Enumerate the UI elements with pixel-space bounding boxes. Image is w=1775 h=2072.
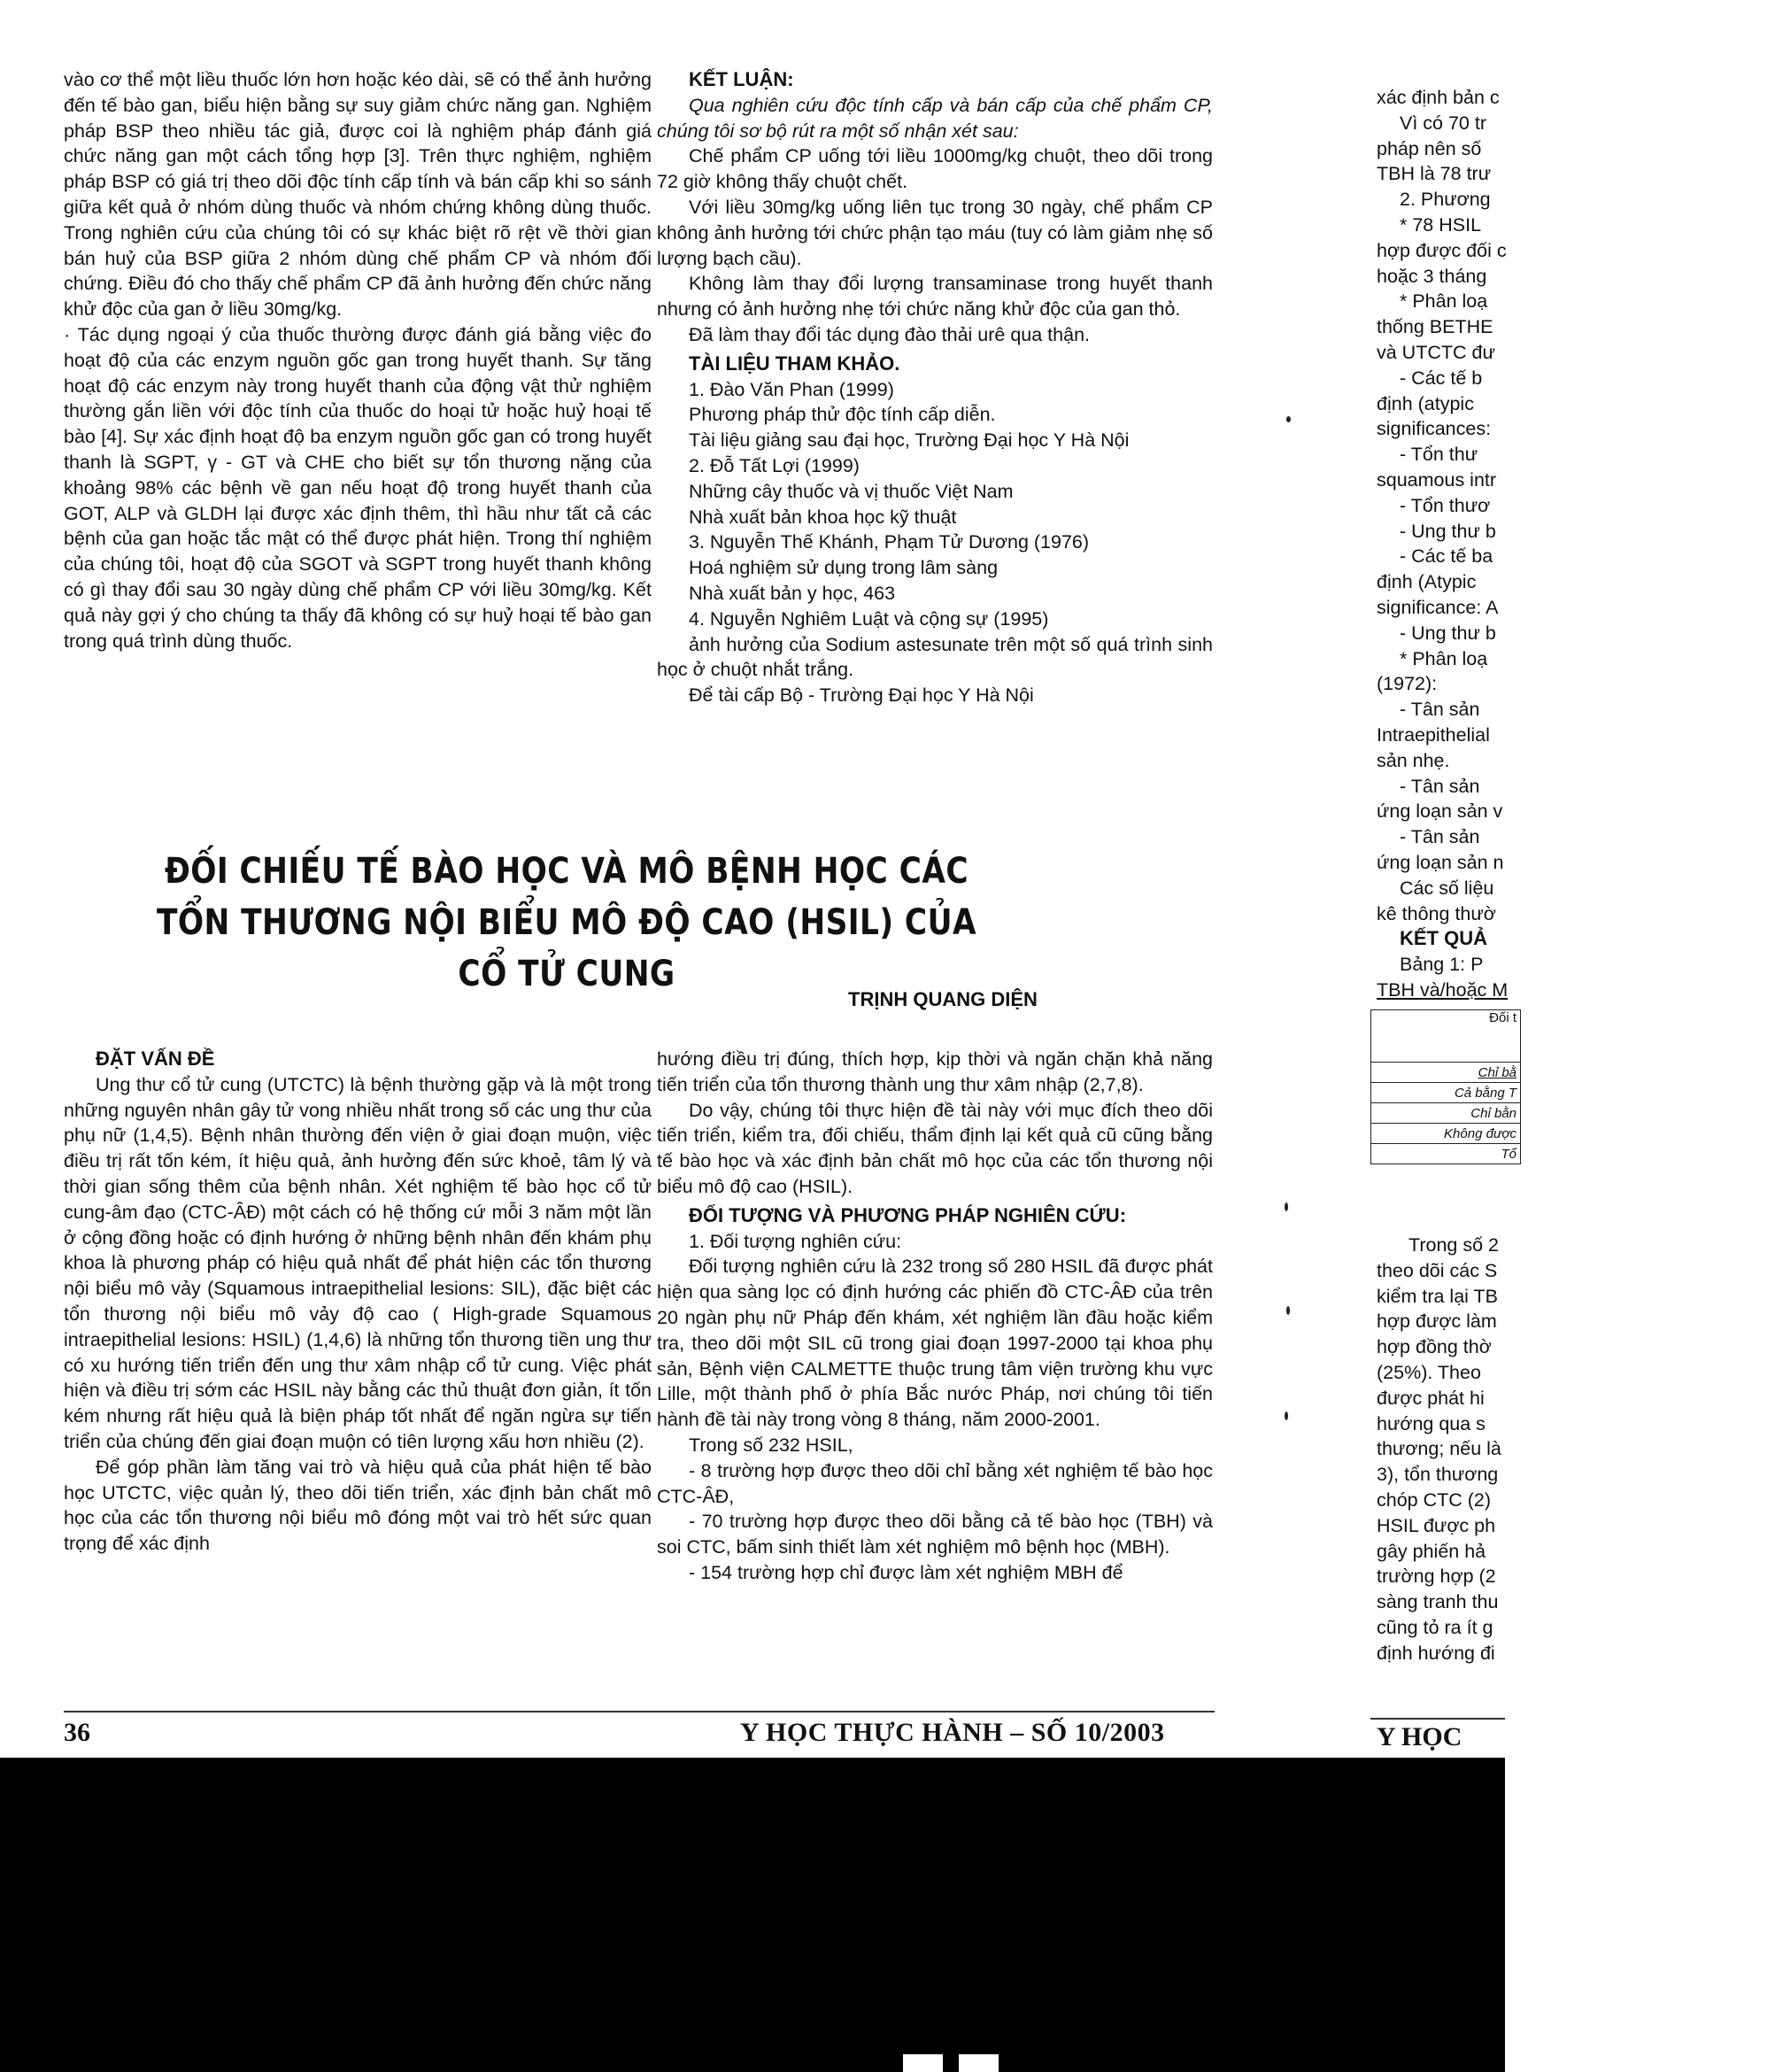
adjacent-page-text-2 (1377, 1233, 1775, 1666)
scan-margin (0, 1758, 1505, 2072)
fragment-line: theo dõi các S (1377, 1259, 1498, 1281)
table-cell: Chỉ bằn (1371, 1103, 1521, 1124)
article-left-column (64, 1047, 652, 1557)
fragment-line: squamous intr (1377, 468, 1497, 491)
table-cell: Tổ (1371, 1144, 1521, 1164)
fragment-line: - Tổn thư (1400, 444, 1478, 466)
fragment-line: thương; nếu là (1377, 1438, 1501, 1460)
right-page-footer: Y HỌC (1377, 1722, 1462, 1751)
scan-mark-dot (1286, 416, 1291, 422)
scan-mark-bar (903, 2054, 943, 2072)
adjacent-table (1370, 1009, 1521, 1164)
fragment-line: Bảng 1: P (1400, 954, 1484, 976)
paragraph: Không làm thay đổi lượng transaminase trong huyết thanh nhưng có ảnh hưởng nhẹ tới chức năng khử độc của gan thỏ. (657, 273, 1213, 321)
table-cell: Không được (1371, 1124, 1521, 1144)
paragraph: Để góp phần làm tăng vai trò và hiệu quả của phát hiện tế bào học UTCTC, việc quản lý, theo dõi tiến triển, xác định bản chất mô học của các tổn thương nội biểu mô đóng một vai trò hết sức quan trọng để xác định (64, 1456, 652, 1555)
right-column-top (657, 67, 1213, 708)
article-right-column (657, 1047, 1213, 1586)
paragraph: Do vậy, chúng tôi thực hiện đề tài này với mục đích theo dõi tiến triển, kiểm tra, đối chiếu, thẩm định lại kết quả cũ cũng bằng tế bào học và xác định bản chất mô học của các tổn thương nội biểu mô độ cao (HSIL). (657, 1099, 1213, 1197)
table-cell: Đối t (1371, 1010, 1521, 1063)
fragment-line: cũng tỏ ra ít g (1377, 1616, 1493, 1638)
fragment-line: - Các tế b (1400, 367, 1483, 389)
fragment-line: ứng loạn sản n (1377, 851, 1504, 873)
fragment-line: hợp được đối c (1377, 239, 1507, 261)
paragraph: Đã làm thay đổi tác dụng đào thải urê qua thận. (689, 323, 1091, 345)
fragment-line: hợp đồng thờ (1377, 1336, 1492, 1358)
fragment-line: hoặc 3 tháng (1377, 265, 1487, 287)
paragraph: vào cơ thể một liều thuốc lớn hơn hoặc kéo dài, sẽ có thể ảnh hưởng đến tế bào gan, biểu hiện bằng sự suy giảm chức năng gan. Nghiệm pháp BSP theo nhiều tác giả, được coi là nghiệm pháp đánh giá chức năng gan một cách tổng hợp [3]. Trên thực nghiệm, nghiệm pháp BSP có giá trị theo dõi độc tính cấp tính và bán cấp khi so sánh giữa kết quả ở nhóm dùng thuốc và nhóm chứng không dùng thuốc. Trong nghiên cứu của chúng tôi có sự khác biệt rõ rệt về thời gian bán huỷ của BSP giữa 2 nhóm dùng chế phẩm CP và nhóm đối chứng. Điều đó cho thấy chế phẩm CP đã ảnh hưởng đến chức năng khử độc của gan ở liều 30mg/kg. (64, 69, 652, 321)
fragment-line: (1972): (1377, 673, 1438, 695)
fragment-line: kê thông thườ (1377, 902, 1496, 924)
fragment-line: - Tân sản (1400, 775, 1480, 797)
conclusion-intro: Qua nghiên cứu độc tính cấp và bán cấp của chế phẩm CP, chúng tôi sơ bộ rút ra một số nhận xét sau: (657, 94, 1213, 142)
scan-mark-dot (1286, 1306, 1290, 1315)
paragraph: · Tác dụng ngoại ý của thuốc thường được đánh giá bằng việc đo hoạt độ của các enzym nguồn gốc gan trong huyết thanh. Sự tăng hoạt độ các enzym này trong huyết thanh của động vật thử nghiệm thường gắn liền với độc tính của thuốc do hoại tử hoặc huỷ hoại tế bào [4]. Sự xác định hoạt độ ba enzym nguồn gốc gan có trong huyết thanh là SGPT, γ - GT và CHE cho biết sự tổn thương nặng của khoảng 98% các bệnh về gan nếu hoạt độ trong huyết thanh của GOT, ALP và GLDH lại được xác định thêm, thì hầu như tất cả các bệnh của gan hoặc tắc mật có thể được phát hiện. Trong thí nghiệm của chúng tôi, hoạt độ của SGOT và SGPT trong huyết thanh không có gì thay đổi sau 30 ngày dùng chế phẩm CP với liều 30mg/kg. Kết quả này gợi ý cho chúng ta thấy đã không có sự huỷ hoại tế bào gan trong quá trình dùng thuốc. (64, 323, 652, 652)
reference-line: Để tài cấp Bộ - Trường Đại học Y Hà Nội (689, 684, 1034, 707)
reference-line: 3. Nguyễn Thế Khánh, Phạm Tử Dương (1976) (689, 531, 1090, 553)
fragment-line: Intraepithelial (1377, 723, 1490, 746)
references-heading: TÀI LIỆU THAM KHẢO. (689, 352, 900, 375)
fragment-line: - Tân sản (1400, 826, 1480, 848)
reference-line: Những cây thuốc và vị thuốc Việt Nam (689, 480, 1014, 502)
fragment-line: Trong số 2 (1408, 1234, 1499, 1256)
fragment-line: 3), tổn thương (1377, 1464, 1499, 1486)
journal-footer: Y HỌC THỰC HÀNH – SỐ 10/2003 (740, 1718, 1165, 1747)
footer-rule (64, 1711, 1215, 1712)
fragment-line: chóp CTC (2) (1377, 1488, 1492, 1511)
fragment-line: Vì có 70 tr (1400, 112, 1486, 134)
fragment-line: trường hợp (2 (1377, 1566, 1496, 1588)
fragment-line: significances: (1377, 418, 1492, 440)
fragment-line: * Phân loạ (1400, 647, 1488, 669)
adjacent-page-text (1377, 85, 1775, 1003)
paragraph: Với liều 30mg/kg uống liên tục trong 30 ngày, chế phẩm CP không ảnh hưởng tới chức phận tạo máu (tuy có làm giảm nhẹ số lượng bạch cầu). (657, 196, 1213, 269)
fragment-line: sàng tranh thu (1377, 1591, 1499, 1613)
paragraph: Đối tượng nghiên cứu là 232 trong số 280 HSIL đã được phát hiện qua sàng lọc có định hướng các phiến đồ CTC-ÂĐ của trên 20 ngàn phụ nữ Pháp đến khám, xét nghiệm lần đầu hoặc kiểm tra, theo dõi một SIL cũ trong giai đoạn 1997-2000 tại khoa phụ sản, Bệnh viện CALMETTE thuộc trung tâm viện trường khu vực Lille, một thành phố ở phía Bắc nước Pháp, nơi chúng tôi tiến hành đề tài này trong vòng 8 tháng, năm 2000-2001. (657, 1256, 1213, 1431)
reference-line: Tài liệu giảng sau đại học, Trường Đại học Y Hà Nội (689, 429, 1130, 452)
conclusion-heading: KẾT LUẬN: (689, 68, 794, 90)
fragment-line: significance: A (1377, 596, 1499, 618)
article-author: TRỊNH QUANG DIỆN (848, 988, 1038, 1010)
page-number: 36 (64, 1718, 90, 1747)
article-title-line: ĐỐI CHIẾU TẾ BÀO HỌC VÀ MÔ BỆNH HỌC CÁC (164, 851, 969, 892)
paragraph: - 70 trường hợp được theo dõi bằng cả tế bào học (TBH) và soi CTC, bấm sinh thiết làm xét nghiệm mô bệnh học (MBH). (657, 1511, 1213, 1558)
scan-mark-dot (1285, 1411, 1288, 1420)
adjacent-page-edge (1377, 0, 1509, 1705)
fragment-line: ứng loạn sản v (1377, 800, 1503, 823)
fragment-line: * Phân loạ (1400, 290, 1488, 313)
reference-line: Nhà xuất bản khoa học kỹ thuật (689, 506, 957, 528)
paragraph: Ung thư cổ tử cung (UTCTC) là bệnh thường gặp và là một trong những nguyên nhân gây tử vong nhiều nhất trong số các ung thư của phụ nữ (1,4,5). Bệnh nhân thường đến viện ở giai đoạn muộn, việc điều trị rất tốn kém, ít hiệu quả, ảnh hưởng đến sức khoẻ, tâm lý và thời gian sống thêm của bệnh nhân. Xét nghiệm tế bào học cổ tử cung-âm đạo (CTC-ÂĐ) một cách có hệ thống cứ mỗi 3 năm một lần ở cộng đồng hoặc có định hướng ở những bệnh nhân đến khám phụ khoa là phương pháp có hiệu quả nhất để phát hiện các tổn thương nội biểu mô vảy (Squamous intraepithelial lesions: SIL), đặc biệt các tổn thương nội biểu mô vảy độ cao ( High-grade Squamous intraepithelial lesions: HSIL) (1,4,6) là những tổn thương tiền ung thư có xu hướng tiến triển đến ung thư xâm nhập cổ tử cung. Việc phát hiện và điều trị sớm các HSIL này bằng các thủ thuật đơn giản, ít tốn kém nhưng rất hiệu quả là biện pháp tốt nhất để ngăn ngừa sự tiến triển của chúng đến giai đoạn muộn có tiên lượng xấu hơn nhiều (2). (64, 1073, 652, 1452)
footer-rule-right (1370, 1718, 1505, 1720)
scan-mark-dot (1285, 1202, 1288, 1211)
reference-line: 2. Đỗ Tất Lợi (1999) (689, 454, 860, 476)
fragment-line: hướng qua s (1377, 1412, 1486, 1434)
paragraph: Chế phẩm CP uống tới liều 1000mg/kg chuột, theo dõi trong 72 giờ không thấy chuột chết. (657, 145, 1213, 193)
reference-line: Phương pháp thử độc tính cấp diễn. (689, 404, 996, 426)
paragraph: 1. Đối tượng nghiên cứu: (689, 1230, 902, 1252)
fragment-line: sản nhẹ. (1377, 749, 1450, 771)
fragment-line: - Các tế ba (1400, 545, 1493, 568)
scan-mark-bar (959, 2054, 999, 2072)
fragment-line: được phát hi (1377, 1387, 1485, 1409)
table-cell: Cả bằng T (1371, 1083, 1521, 1103)
adjacent-table-clip (1377, 1009, 1516, 1240)
article-title (156, 846, 978, 1000)
fragment-line: pháp nên số (1377, 137, 1482, 159)
fragment-line: hợp được làm (1377, 1310, 1497, 1333)
fragment-line: định (atypic (1377, 392, 1474, 414)
reference-line: Hoá nghiệm sử dụng trong lâm sàng (689, 557, 999, 579)
fragment-line: - Tổn thươ (1400, 494, 1491, 516)
paragraph: Trong số 232 HSIL, (689, 1434, 853, 1456)
section-heading: ĐẶT VẤN ĐỀ (96, 1048, 215, 1070)
fragment-line: định hướng đi (1377, 1642, 1495, 1664)
fragment-line: định (Atypic (1377, 571, 1477, 593)
fragment-line: * 78 HSIL (1400, 213, 1482, 236)
reference-line: Nhà xuất bản y học, 463 (689, 582, 896, 604)
fragment-line: HSIL được ph (1377, 1514, 1496, 1536)
article-title-line: TỔN THƯƠNG NỘI BIỂU MÔ ĐỘ CAO (HSIL) CỦA CỔ TỬ CUNG (156, 902, 977, 994)
paragraph: - 154 trường hợp chỉ được làm xét nghiệm MBH để (689, 1561, 1123, 1583)
fragment-line: Các số liệu (1400, 877, 1494, 899)
fragment-line: TBH là 78 trư (1377, 163, 1492, 185)
fragment-line: - Tân sản (1400, 699, 1480, 721)
fragment-line: gây phiến hả (1377, 1540, 1486, 1562)
table-cell: Chỉ bằ (1371, 1063, 1521, 1083)
paragraph: hướng điều trị đúng, thích hợp, kịp thời và ngăn chặn khả năng tiến triển của tổn thương thành ung thư xâm nhập (2,7,8). (657, 1048, 1213, 1095)
fragment-line: thống BETHE (1377, 316, 1493, 338)
reference-line: 1. Đào Văn Phan (1999) (689, 378, 894, 400)
left-column-top (64, 67, 652, 653)
fragment-line: - Ung thư b (1400, 622, 1496, 644)
fragment-line: (25%). Theo (1377, 1361, 1481, 1383)
fragment-line: 2. Phương (1400, 189, 1491, 211)
reference-line: 4. Nguyễn Nghiêm Luật và cộng sự (1995) (689, 607, 1049, 630)
fragment-line: kiểm tra lại TB (1377, 1285, 1498, 1307)
fragment-line: - Ung thư b (1400, 520, 1496, 542)
fragment-line: TBH và/hoặc M (1377, 978, 1509, 1001)
references-list (657, 377, 1213, 632)
section-heading: ĐỐI TƯỢNG VÀ PHƯƠNG PHÁP NGHIÊN CỨU: (689, 1203, 1127, 1226)
fragment-heading: KẾT QUẢ (1400, 927, 1487, 950)
fragment-line: xác định bản c (1377, 87, 1500, 108)
paragraph: - 8 trường hợp được theo dõi chỉ bằng xét nghiệm tế bào học CTC-ÂĐ, (657, 1459, 1213, 1507)
fragment-line: và UTCTC đư (1377, 341, 1495, 363)
reference-line: ảnh hưởng của Sodium astesunate trên một số quá trình sinh học ở chuột nhắt trắng. (657, 633, 1213, 681)
